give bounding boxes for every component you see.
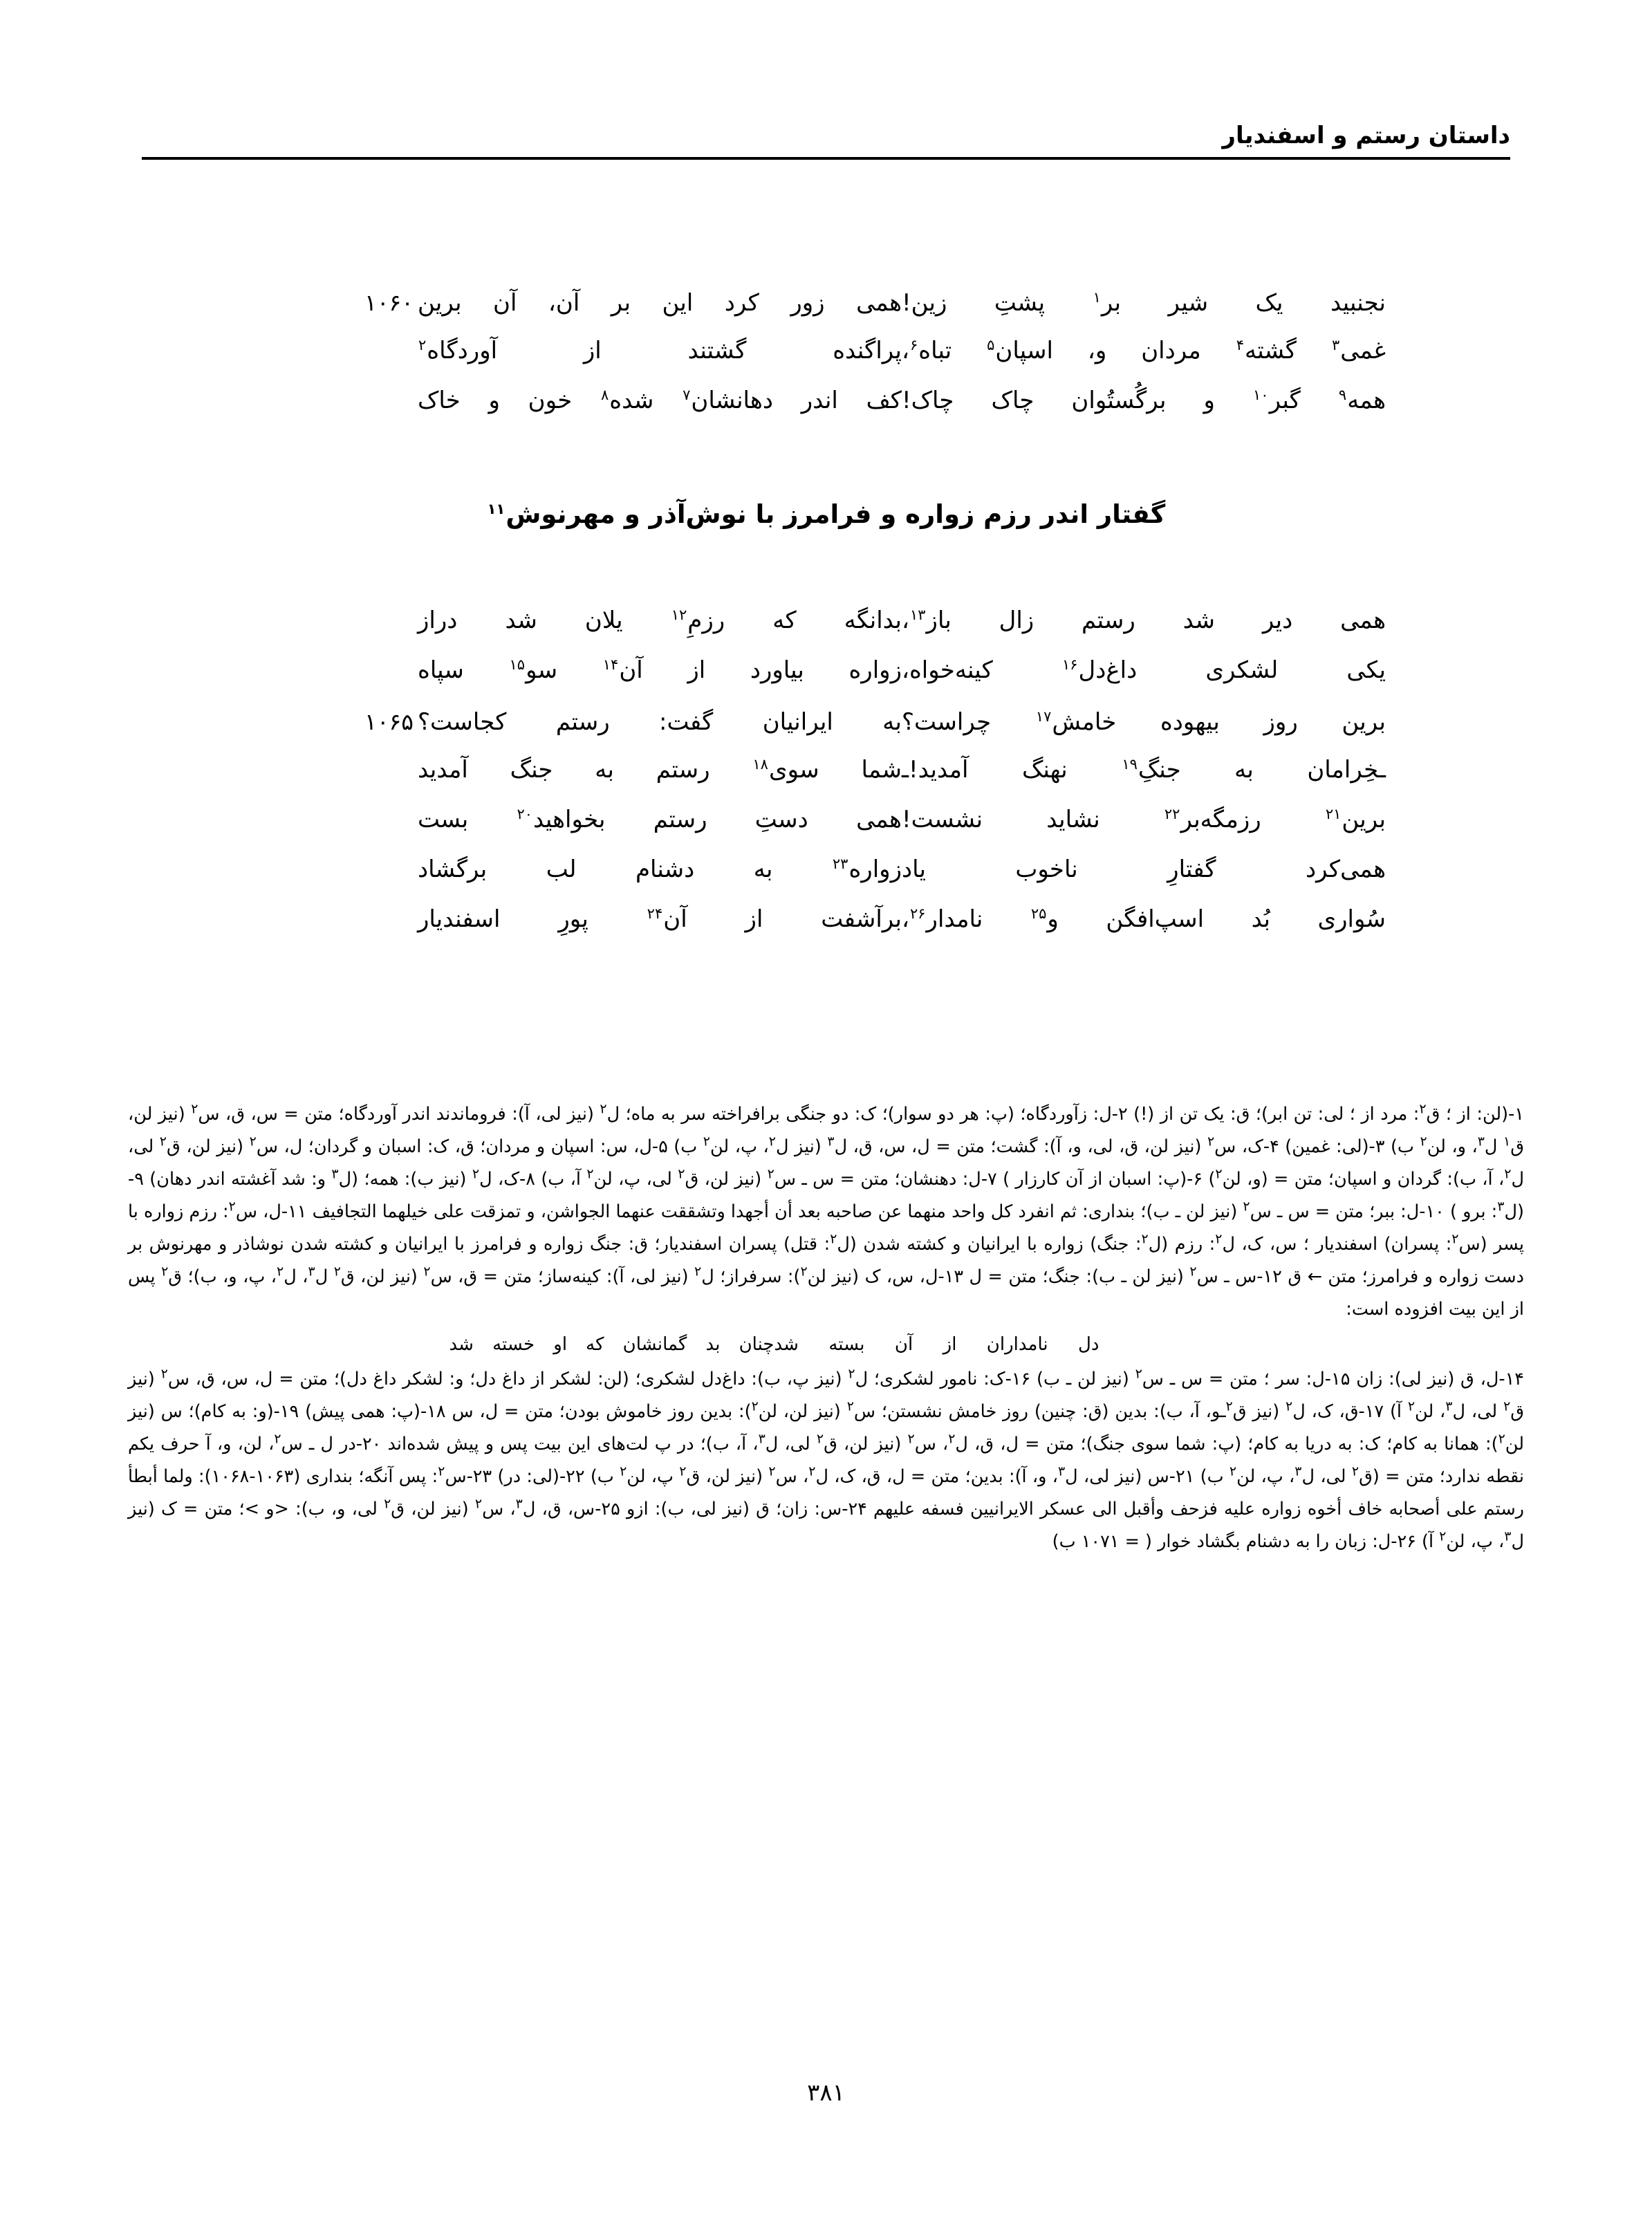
hemistich-second: غمی$^۳$ گشته$^۴$ مردان و، اسپان$^۵$ تباه$^۶$، [902,336,1386,364]
hemistich-second: برین$^{۲۱}$ رزمگه‌بر$^{۲۲}$ نشاید نشست! [902,805,1386,833]
hemistich-first: همی زور کرد این بر آن، آن برین [418,289,902,317]
verse-line [142,755,1510,808]
quoted-hemistich-second: دل نامداران از آن بسته شد [774,1334,1099,1355]
hemistich-second: یکی لشکری داغ‌دل$^{۱۶}$ کینه‌خواه، [902,656,1386,684]
hemistich-first: برآشفت از آن$^{۲۴}$ پورِ اسفندیار [418,905,902,933]
hemistich-first: زواره$^{۲۳}$ به دشنام لب برگشاد [418,855,902,883]
section-heading-footnote-marker: ۱۱ [487,500,505,517]
hemistich-first: بدانگه که رزمِ$^{۱۲}$ یلان شد دراز [418,606,902,634]
verse-number: ۱۰۶۰ [364,289,414,316]
apparatus-paragraph-1: ۱-(لن: از ؛ ق$^۲$: مرد از ؛ لی: تن ابر)؛ ق: یک تن از (!) ۲-ل: زآوردگاه؛ (پ: هر دو سوار)؛ ک: دو جنگی برافراخته سر به ماه؛ ل$^۲$ (نیز لی، آ): فروماندند اندر آوردگاه؛ متن = س، ق، س$^۲$ (نیز لن، ق$^۱$ ل$^۳$، و، لن$^۲$ ب) ۳-(لی: غمین) ۴-ک، س$^۲$ (نیز لن، ق، لی، و، آ): گشت؛ متن = ل، س، ق، ل$^۳$ (نیز ل$^۲$، پ، لن$^۲$ ب) ۵-ل، س: اسپان و مردان؛ ق، ک: اسبان و گردان؛ ل، س$^۲$ (نیز لن، ق$^۲$ لی، ل$^۲$، آ، ب): گردان و اسپان؛ متن = (و، لن$^۲$) ۶-(پ: اسبان از آن کارزار ) ۷-ل: دهنشان؛ متن = س ـ س$^۲$ (نیز لن، ق$^۲$ لی، پ، لن$^۲$ آ، ب) ۸-ک، ل$^۲$ (نیز ب): همه؛ (ل$^۳$ و: شد آغشته اندر دهان) ۹-(ل$^۳$: برو ) ۱۰-ل: ببر؛ متن = س ـ س$^۲$ (نیز لن ـ ب)؛ بنداری: ثم انفرد کل واحد منهما عن صاحبه بعد أن أجهدا وتشققت عنهما الجواشن، و تمزقت علی خیلهما التجافیف ۱۱-ل، س$^۲$: رزم زواره با پسر (س$^۲$: پسران) اسفندیار ؛ س، ک، ل$^۲$: رزم (ل$^۲$: جنگ) زواره با ایرانیان و کشته شدن (ل$^۲$: قتل) پسران اسفندیار؛ ق: جنگ زواره و فرامرز با ایرانیان و کشته شدن نوشاذر و مهرنوش بر دست زواره و فرامرز؛ متن ← ق ۱۲-س ـ س$^۲$ (نیز لن ـ ب): جنگ؛ متن = ل ۱۳-ل، س، ک (نیز لن$^۲$): سرفراز؛ ل$^۲$ (نیز لی، آ): کینه‌ساز؛ متن = ق، س$^۲$ (نیز لن، ق$^۲$ ل$^۳$، ل$^۲$، پ، و، ب)؛ ق$^۲$ پس از این بیت افزوده است: [128,1101,1525,1320]
hemistich-first: شما سوی$^{۱۸}$ رستم به جنگ آمدید [418,755,902,784]
hemistich-first: به ایرانیان گفت: رستم کجاست؟ [418,708,902,736]
hemistich-second: نجنبید یک شیر بر$^۱$ پشتِ زین! [902,288,1386,317]
hemistich-second: همی دیر شد رستم زال باز$^{۱۳}$، [902,606,1386,634]
apparatus-quoted-verse [128,1327,1524,1362]
verse-line [142,289,1510,339]
page-header [142,123,1510,160]
section-heading-text: گفتار اندر رزم زواره و فرامرز با نوش‌آذر و مهرنوش [505,499,1166,529]
hemistich-first: کف اندر دهانشان$^۷$ شده$^۸$ خون و خاک [418,386,902,414]
running-title: داستان رستم و اسفندیار [1222,122,1510,149]
critical-apparatus [128,1098,1524,1558]
section-heading [142,499,1510,529]
verse-block-first [142,289,1510,438]
hemistich-second: برین روز بیهوده خامش$^{۱۷}$ چراست؟ [902,708,1386,736]
verse-line [142,386,1510,438]
hemistich-first: همی دستِ رستم بخواهید$^{۲۰}$ بست [418,805,902,833]
verse-line [142,907,1510,957]
header-rule [142,157,1510,160]
verse-line [142,336,1510,389]
page-number: ۳۸۱ [807,2079,845,2107]
quoted-hemistich-first: چنان بد گمانشان که او خسته شد [449,1334,774,1355]
verse-line [142,708,1510,758]
hemistich-second: همه$^۹$ گبر$^{۱۰}$ و برگُستُوان چاک چاک! [902,386,1386,414]
apparatus-paragraph-2: ۱۴-ل، ق (نیز لی): زان ۱۵-ل: سر ؛ متن = س ـ س$^۲$ (نیز لن ـ ب) ۱۶-ک: نامور لشکری؛ ل$^۲$ (نیز پ، ب): داغ‌دل لشکری؛ (لن: لشکر از داغ دل؛ و: لشکر داغ دل)؛ متن = ل، س، ق، س$^۲$ (نیز ق$^۲$ لی، ل$^۳$، لن$^۲$ آ) ۱۷-ق، ک، ل$^۲$ (نیز ق$^۲$ـو، آ، ب): بدین (ق: چنین) روز خامش نشستن؛ س$^۲$ (نیز لن، لن$^۲$): بدین روز خاموش بودن؛ متن = ل، س ۱۸-(پ: همی پیش) ۱۹-(و: به کام)؛ س (نیز لن$^۲$): همانا به کام؛ ک: به دریا به کام؛ (پ: شما سوی جنگ)؛ متن = ل، ق، ل$^۲$، س$^۲$ (نیز لن، ق$^۲$ لی، ل$^۳$، آ، ب)؛ در پ لت‌های این بیت پس و پیش شده‌اند ۲۰-در ل ـ س$^۲$، لن، و، آ حرف یکم نقطه ندارد؛ متن = (ق$^۲$ لی، ل$^۳$، پ، لن$^۲$ ب) ۲۱-س (نیز لی، ل$^۳$، و، آ): بدین؛ متن = ل، ق، ک، ل$^۲$، س$^۲$ (نیز لن، ق$^۲$ پ، لن$^۲$ ب) ۲۲-(لی: در) ۲۳-س$^۲$: پس آنگه؛ بنداری (۱۰۶۳-۱۰۶۸): ولما أبطأ رستم علی أصحابه خاف أخوه زواره علیه فزحف وأقبل الی عسکر الایرانیین فسفه علیهم ۲۴-س: زان؛ ق (نیز لی، ب): ازو ۲۵-س، ق، ل$^۳$، س$^۲$ (نیز لن، ق$^۲$ لی، و، ب): <و >؛ متن = ک (نیز ل$^۳$، پ، لن$^۲$ آ) ۲۶-ل: زبان را به دشنام بگشاد خوار ( = ۱۰۷۱ ب) [128,1366,1524,1552]
verse-line [142,658,1510,708]
verse-line [142,606,1510,658]
verse-number: ۱۰۶۵ [364,708,414,735]
hemistich-second: ـخِرامان به جنگِ$^{۱۹}$ نهنگ آمدید!ـ [902,755,1386,784]
hemistich-first: زواره بیاورد از آن$^{۱۴}$ سو$^{۱۵}$ سپاه [418,656,902,684]
hemistich-second: همی‌کرد گفتارِ ناخوب یاد [902,856,1386,883]
verse-line [142,855,1510,907]
hemistich-second: سُواری بُد اسپ‌افگن و$^{۲۵}$ نامدار$^{۲۶}$، [902,905,1386,933]
verse-block-second [142,606,1510,957]
hemistich-first: پراگنده گشتند از آوردگاه$^۲$ [418,336,902,364]
verse-line [142,805,1510,858]
